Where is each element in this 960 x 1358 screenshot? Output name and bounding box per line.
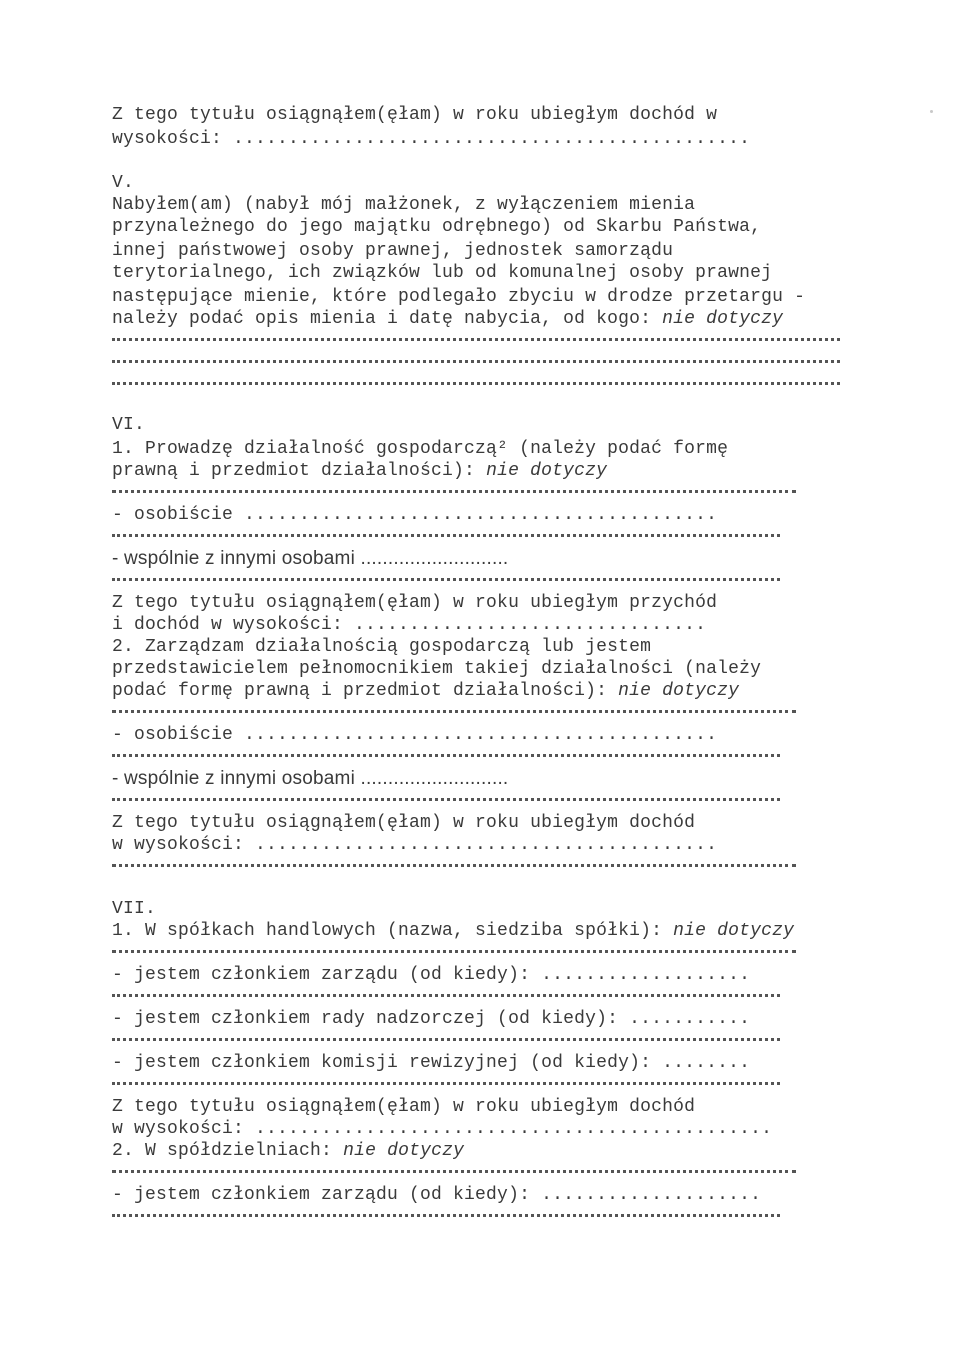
section-v-text-2: przynależnego do jego majątku odrębnego) od Skarbu Państwa, [112,217,762,237]
scan-speck [930,110,933,113]
section-v-text-6 [112,308,783,330]
income-amount-line: wysokości: ............................................... [112,129,751,149]
dotted-fill-line [112,1078,780,1085]
vii-1-audit-line: - jestem członkiem komisji rewizyjnej (od kiedy): ........ [112,1053,751,1073]
dotted-fill-line [112,530,780,537]
dotted-fill-line [112,486,796,493]
vi-2-jointly-line: - wspólnie z innymi osobami ........................... [112,768,509,789]
dotted-fill-line [112,1210,780,1217]
section-vi-2-text-2: przedstawicielem pełnomocnikiem takiej działalności (należy [112,659,762,679]
section-vii-1-text [112,920,794,942]
dotted-fill-line [112,1166,796,1173]
vi-2-personally-line: - osobiście ........................................... [112,725,718,745]
vi-2-income-line-2: w wysokości: .......................................... [112,835,718,855]
dotted-fill-line [112,378,840,385]
section-vii-heading: VII. [112,899,157,919]
vi-1-personally-line: - osobiście ........................................... [112,505,718,525]
vi-1-revenue-line-2: i dochód w wysokości: ................................ [112,615,707,635]
section-v-text-1: Nabyłem(am) (nabył mój małżonek, z wyłączeniem mienia [112,195,696,215]
section-vii-1-question: 1. W spółkach handlowych (nazwa, siedziba spółki): [112,921,663,941]
dotted-fill-line [112,946,796,953]
dotted-fill-line [112,794,780,801]
dotted-fill-line [112,706,796,713]
section-v-text-3: innej państwowej osoby prawnej, jednostek samorządu [112,241,674,261]
dotted-fill-line [112,574,780,581]
vii-1-supervisory-line: - jestem członkiem rady nadzorczej (od kiedy): ........... [112,1009,751,1029]
dotted-fill-line [112,750,780,757]
section-v-answer: nie dotyczy [662,309,784,329]
dotted-fill-line [112,334,840,341]
section-v-heading: V. [112,173,135,193]
section-v-text-4: terytorialnego, ich związków lub od komunalnej osoby prawnej [112,263,773,283]
dotted-fill-line [112,1034,780,1041]
vii-1-board-line: - jestem członkiem zarządu (od kiedy): ................... [112,965,751,985]
vi-1-revenue-line-1: Z tego tytułu osiągnąłem(ęłam) w roku ubiegłym przychód [112,593,718,613]
vii-1-income-line-1: Z tego tytułu osiągnąłem(ęłam) w roku ubiegłym dochód [112,1097,696,1117]
section-vii-2-answer: nie dotyczy [343,1141,465,1161]
section-vi-2-text-3 [112,680,739,702]
dotted-fill-line [112,860,796,867]
section-vi-2-text-1: 2. Zarządzam działalnością gospodarczą lub jestem [112,637,652,657]
section-vi-1-text-2 [112,460,607,482]
section-vi-2-answer: nie dotyczy [618,681,740,701]
income-line-1: Z tego tytułu osiągnąłem(ęłam) w roku ubiegłym dochód w [112,105,718,125]
vi-1-jointly-line: - wspólnie z innymi osobami ........................... [112,548,509,569]
section-v-question: należy podać opis mienia i datę nabycia, od kogo: [112,309,652,329]
section-vii-2-question: 2. W spółdzielniach: [112,1141,333,1161]
dotted-fill-line [112,990,780,997]
vii-1-income-line-2: w wysokości: ............................................... [112,1119,773,1139]
section-vi-1-question: prawną i przedmiot działalności): [112,461,476,481]
section-v-text-5: następujące mienie, które podlegało zbyciu w drodze przetargu - [112,287,806,307]
vi-2-income-line-1: Z tego tytułu osiągnąłem(ęłam) w roku ubiegłym dochód [112,813,696,833]
section-vii-2-text [112,1140,464,1162]
section-vii-1-answer: nie dotyczy [673,921,795,941]
section-vi-heading: VI. [112,415,146,435]
section-vi-1-text-1: 1. Prowadzę działalność gospodarczą² (należy podać formę [112,439,729,459]
vii-2-board-line: - jestem członkiem zarządu (od kiedy): .................... [112,1185,762,1205]
section-vi-1-answer: nie dotyczy [486,461,608,481]
section-vi-2-question: podać formę prawną i przedmiot działalności): [112,681,608,701]
dotted-fill-line [112,356,840,363]
